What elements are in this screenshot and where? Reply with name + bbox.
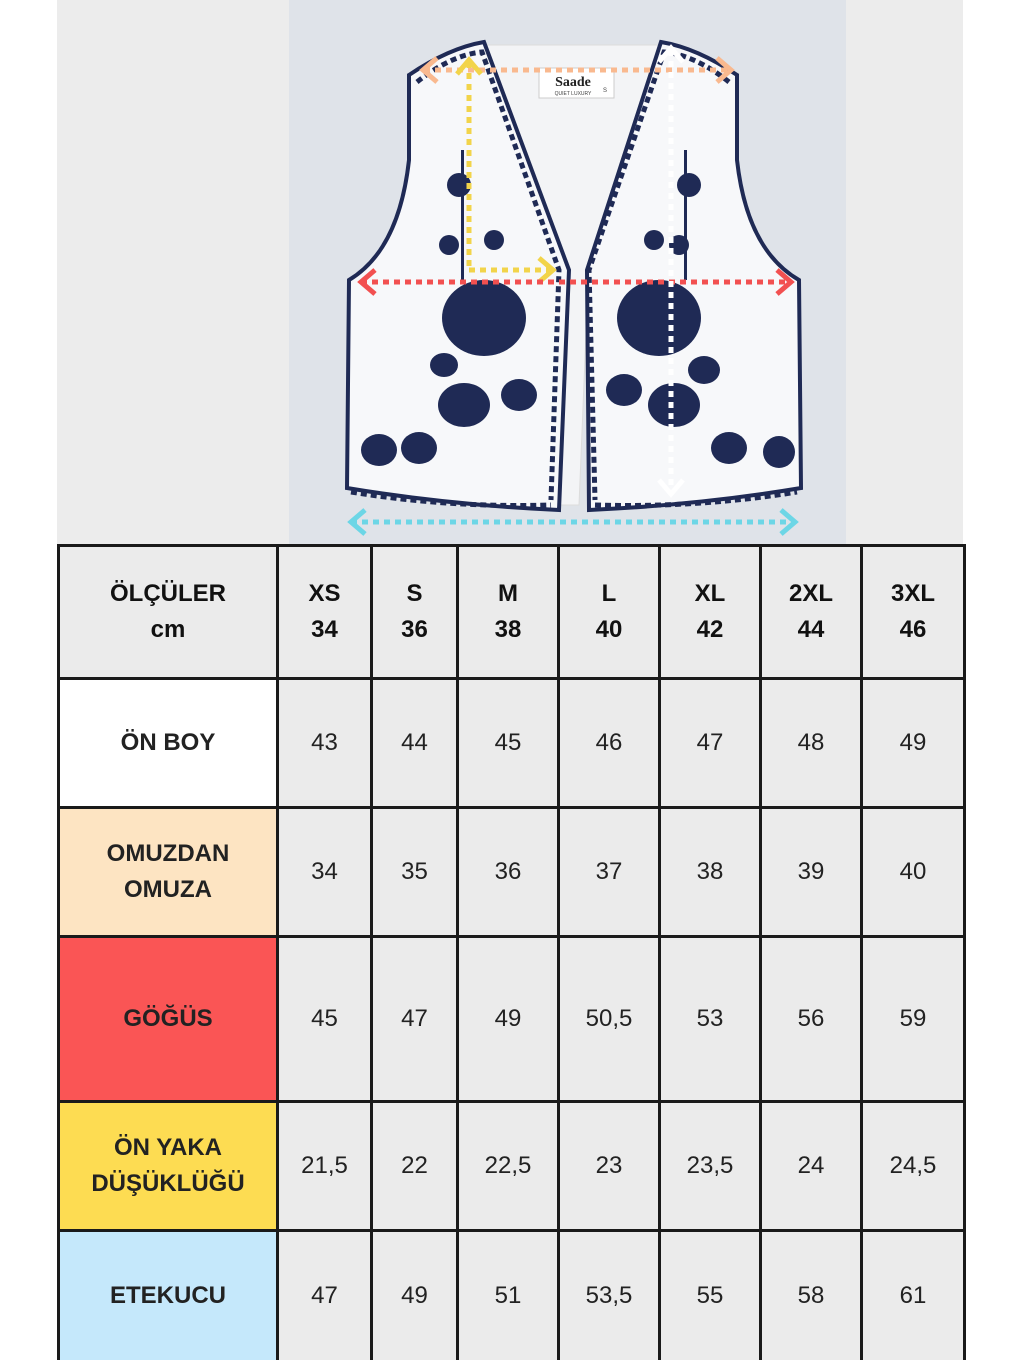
measurements-header-label: ÖLÇÜLER bbox=[110, 580, 226, 607]
brand-label: Saade bbox=[555, 75, 591, 90]
row-label-text: ETEKUCU bbox=[109, 1282, 226, 1309]
row-label-text: ÖN YAKA bbox=[113, 1134, 223, 1161]
row-label-text: GÖĞÜS bbox=[123, 1005, 213, 1032]
row-label-etekucu bbox=[59, 1231, 278, 1360]
size-name: S bbox=[406, 580, 423, 607]
header-row bbox=[59, 546, 965, 679]
size-name: 3XL bbox=[890, 580, 935, 607]
size-header-l bbox=[559, 546, 660, 679]
table-cell: 58 bbox=[761, 1231, 862, 1360]
table-cell: 38 bbox=[660, 808, 761, 937]
measurements-unit-label: cm bbox=[150, 616, 186, 643]
row-label-on-boy bbox=[59, 679, 278, 808]
size-header-xl bbox=[660, 546, 761, 679]
row-label-on-yaka bbox=[59, 1102, 278, 1231]
table-row-on-boy bbox=[59, 679, 965, 808]
table-cell: 23,5 bbox=[660, 1102, 761, 1231]
size-number: 44 bbox=[797, 616, 825, 643]
size-name: M bbox=[498, 580, 518, 607]
size-chart-table bbox=[57, 544, 966, 1360]
table-row-on-yaka bbox=[59, 1102, 965, 1231]
table-cell: 43 bbox=[278, 679, 372, 808]
table-cell: 49 bbox=[458, 937, 559, 1102]
table-cell: 46 bbox=[559, 679, 660, 808]
size-number: 42 bbox=[696, 616, 724, 643]
size-header-xs bbox=[278, 546, 372, 679]
table-cell: 39 bbox=[761, 808, 862, 937]
table-cell: 40 bbox=[862, 808, 965, 937]
table-cell: 36 bbox=[458, 808, 559, 937]
brand-size-label: S bbox=[602, 88, 608, 94]
table-cell: 24,5 bbox=[862, 1102, 965, 1231]
row-label-text: ÖN BOY bbox=[120, 729, 216, 756]
product-photo-panel bbox=[57, 0, 963, 545]
table-cell: 61 bbox=[862, 1231, 965, 1360]
row-label-gogus bbox=[59, 937, 278, 1102]
row-label-text: OMUZDAN bbox=[106, 840, 230, 867]
size-header-3xl bbox=[862, 546, 965, 679]
size-number: 36 bbox=[401, 616, 428, 643]
size-name: XL bbox=[694, 580, 726, 607]
size-name: 2XL bbox=[788, 580, 833, 607]
size-number: 34 bbox=[311, 616, 338, 643]
table-cell: 50,5 bbox=[559, 937, 660, 1102]
table-cell: 24 bbox=[761, 1102, 862, 1231]
table-cell: 45 bbox=[278, 937, 372, 1102]
row-label-omuzdan-omuza bbox=[59, 808, 278, 937]
table-cell: 47 bbox=[278, 1231, 372, 1360]
table-cell: 35 bbox=[372, 808, 458, 937]
hem-measure-arrow bbox=[351, 510, 795, 534]
vest-photo bbox=[289, 0, 846, 545]
table-cell: 22 bbox=[372, 1102, 458, 1231]
size-name: XS bbox=[308, 580, 341, 607]
table-row-omuzdan-omuza bbox=[59, 808, 965, 937]
table-cell: 45 bbox=[458, 679, 559, 808]
table-cell: 47 bbox=[372, 937, 458, 1102]
size-name: L bbox=[601, 580, 617, 607]
size-header-2xl bbox=[761, 546, 862, 679]
table-row-etekucu bbox=[59, 1231, 965, 1360]
table-cell: 51 bbox=[458, 1231, 559, 1360]
table-cell: 49 bbox=[862, 679, 965, 808]
size-number: 40 bbox=[595, 616, 623, 643]
size-header-s bbox=[372, 546, 458, 679]
table-cell: 53 bbox=[660, 937, 761, 1102]
table-cell: 56 bbox=[761, 937, 862, 1102]
table-cell: 47 bbox=[660, 679, 761, 808]
size-header-m bbox=[458, 546, 559, 679]
measurements-header bbox=[59, 546, 278, 679]
table-cell: 21,5 bbox=[278, 1102, 372, 1231]
row-label-text-2: DÜŞÜKLÜĞÜ bbox=[91, 1170, 245, 1197]
table-cell: 44 bbox=[372, 679, 458, 808]
table-cell: 53,5 bbox=[559, 1231, 660, 1360]
table-cell: 48 bbox=[761, 679, 862, 808]
table-cell: 59 bbox=[862, 937, 965, 1102]
size-number: 46 bbox=[899, 616, 927, 643]
size-number: 38 bbox=[494, 616, 522, 643]
table-cell: 37 bbox=[559, 808, 660, 937]
table-cell: 22,5 bbox=[458, 1102, 559, 1231]
table-cell: 49 bbox=[372, 1231, 458, 1360]
vest-illustration bbox=[289, 0, 846, 545]
brand-sublabel: QUIET LUXURY bbox=[554, 91, 592, 97]
table-cell: 23 bbox=[559, 1102, 660, 1231]
row-label-text-2: OMUZA bbox=[124, 876, 212, 903]
table-cell: 34 bbox=[278, 808, 372, 937]
table-row-gogus bbox=[59, 937, 965, 1102]
table-cell: 55 bbox=[660, 1231, 761, 1360]
